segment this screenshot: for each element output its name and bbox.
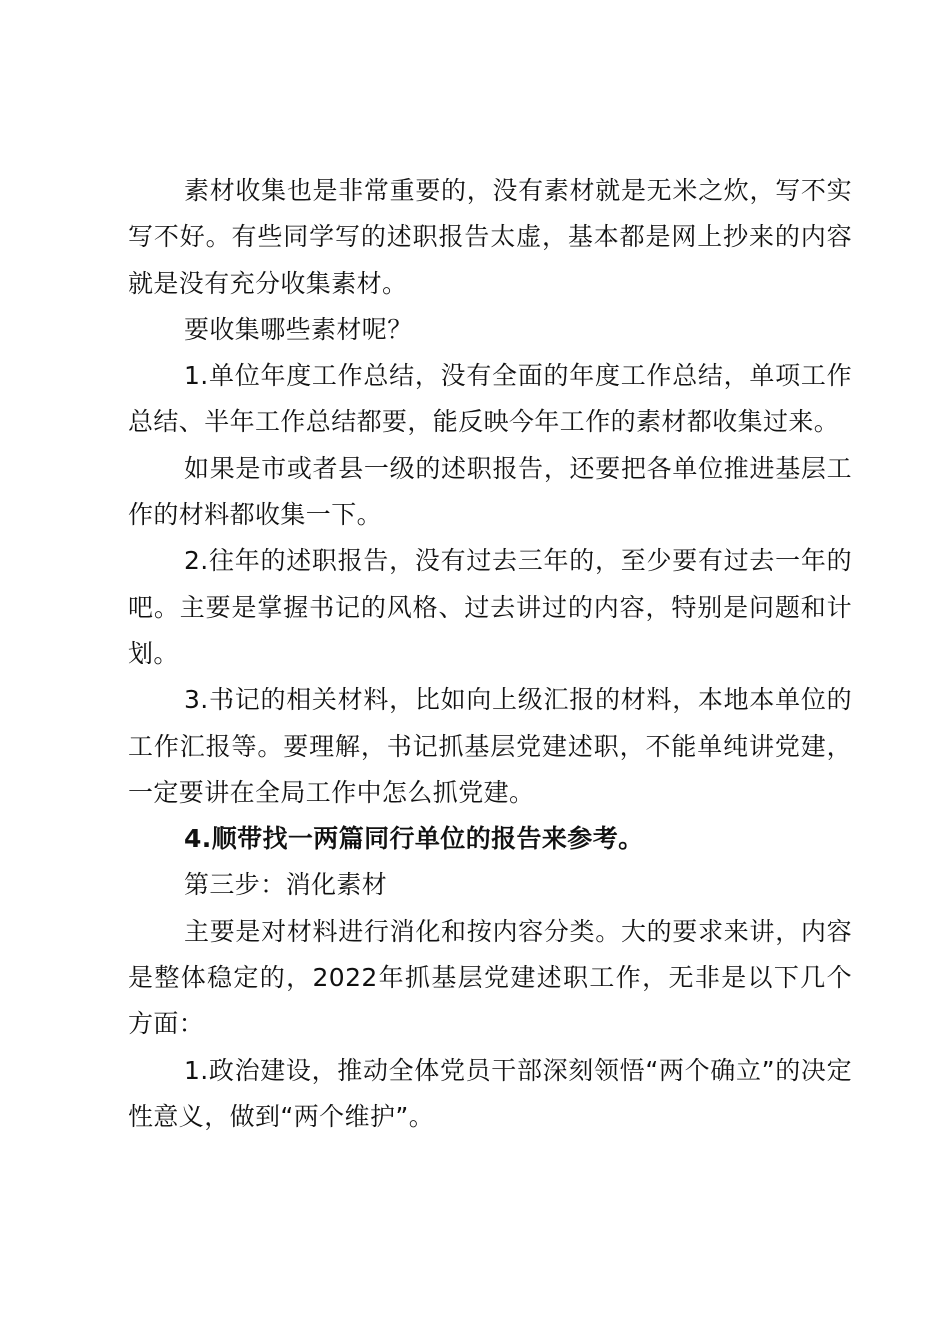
paragraph-item-1-political-building: 1.政治建设，推动全体党员干部深刻领悟“两个确立”的决定性意义，做到“两个维护”。 xyxy=(128,1055,852,1131)
paragraph-item-4-peer-reports: 4.顺带找一两篇同行单位的报告来参考。 xyxy=(184,824,644,854)
paragraph-which-materials: 要收集哪些素材呢？ xyxy=(184,314,413,344)
section-heading-step-three: 第三步：消化素材 xyxy=(184,870,388,900)
paragraph-digest-materials: 主要是对材料进行消化和按内容分类。大的要求来讲，内容是整体稳定的，2022年抓基层党建述职工作，无非是以下几个方面： xyxy=(128,916,852,1039)
paragraph-item-3-secretary-materials: 3.书记的相关材料，比如向上级汇报的材料，本地本单位的工作汇报等。要理解，书记抓基层党建述职，不能单纯讲党建，一定要讲在全局工作中怎么抓党建。 xyxy=(128,685,852,807)
paragraph-item-1-annual-summary: 1.单位年度工作总结，没有全面的年度工作总结，单项工作总结、半年工作总结都要，能反映今年工作的素材都收集过来。 xyxy=(128,361,852,437)
paragraph-item-2-past-reports: 2.往年的述职报告，没有过去三年的，至少要有过去一年的吧。主要是掌握书记的风格、过去讲过的内容，特别是问题和计划。 xyxy=(128,546,852,668)
document-body xyxy=(128,168,852,1140)
paragraph-material-importance: 素材收集也是非常重要的，没有素材就是无米之炊，写不实写不好。有些同学写的述职报告太虚，基本都是网上抄来的内容就是没有充分收集素材。 xyxy=(128,176,852,298)
paragraph-city-county-report: 如果是市或者县一级的述职报告，还要把各单位推进基层工作的材料都收集一下。 xyxy=(128,453,852,530)
